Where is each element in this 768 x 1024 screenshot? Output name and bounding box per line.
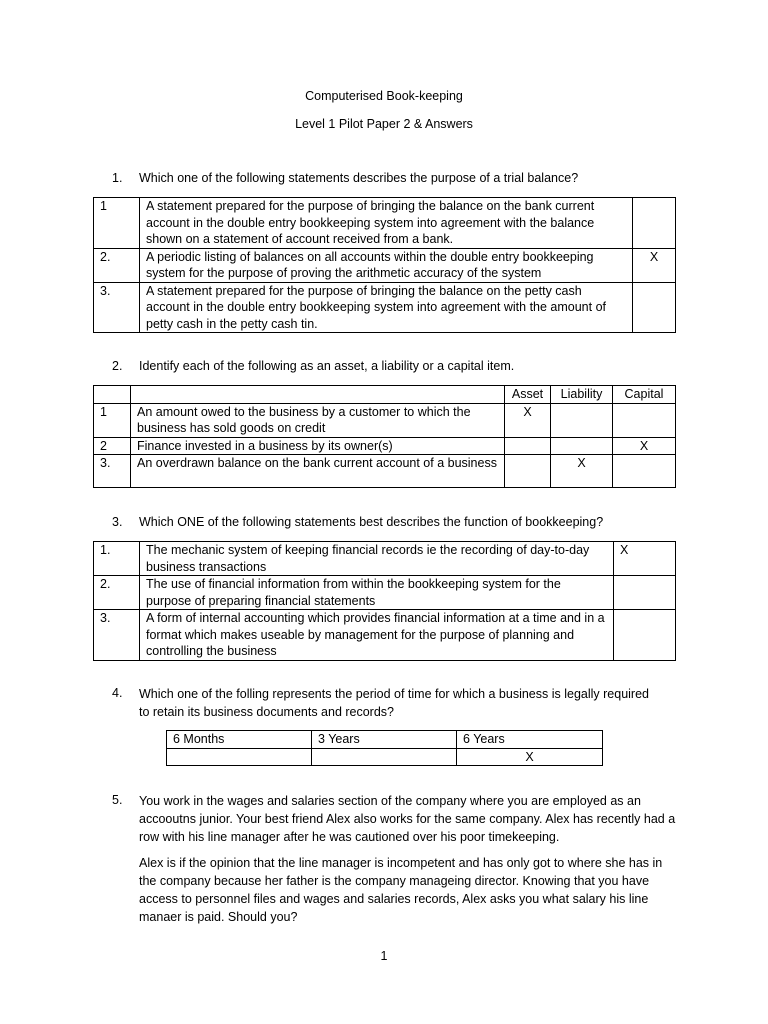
column-header-asset: Asset bbox=[505, 386, 551, 404]
q5-number: 5. bbox=[112, 793, 123, 807]
q4-option: 6 Months bbox=[167, 731, 312, 749]
table-row bbox=[94, 198, 676, 249]
q1-row-text: A periodic listing of balances on all accounts within the double entry bookkeeping system for the purpose of proving the arithmetic accuracy of the system bbox=[140, 248, 633, 282]
q3-row-text: The mechanic system of keeping financial records ie the recording of day-to-day business transactions bbox=[140, 542, 614, 576]
table-row bbox=[94, 610, 676, 661]
table-row bbox=[94, 437, 676, 455]
q1-row-number: 1 bbox=[94, 198, 140, 249]
table-row bbox=[94, 248, 676, 282]
q1-row-mark bbox=[633, 282, 676, 333]
q4-answer-mark bbox=[167, 748, 312, 766]
q1-row-text: A statement prepared for the purpose of bringing the balance on the bank current account in the double entry bookkeeping system into agreement with the balance shown on a statement of account received from a bank. bbox=[140, 198, 633, 249]
q2-row-number: 3. bbox=[94, 455, 131, 488]
q2-asset-mark bbox=[505, 437, 551, 455]
q2-row-number: 1 bbox=[94, 403, 131, 437]
q3-row-number: 1. bbox=[94, 542, 140, 576]
q2-question: Identify each of the following as an asset, a liability or a capital item. bbox=[139, 359, 515, 373]
table-header-row bbox=[94, 386, 676, 404]
q3-number: 3. bbox=[112, 515, 123, 529]
q2-row-number: 2 bbox=[94, 437, 131, 455]
table-row bbox=[94, 542, 676, 576]
q3-table bbox=[93, 541, 676, 661]
q2-capital-mark bbox=[613, 455, 676, 488]
q1-row-text: A statement prepared for the purpose of bringing the balance on the petty cash account in the double entry bookkeeping system into agreement with the amount of petty cash in the petty cash tin. bbox=[140, 282, 633, 333]
q3-row-number: 2. bbox=[94, 576, 140, 610]
q5-paragraph-2: Alex is if the opinion that the line manager is incompetent and has only got to where she has in the company because her father is the company manageing director. Knowing that you have access to personnel files and wages and salaries records, Alex asks you what salary his line manaer is paid. Should you? bbox=[139, 856, 663, 924]
table-row bbox=[94, 282, 676, 333]
q1-row-number: 3. bbox=[94, 282, 140, 333]
q2-capital-mark: X bbox=[613, 437, 676, 455]
table-header-row bbox=[167, 731, 603, 749]
q2-liability-mark bbox=[551, 437, 613, 455]
table-row bbox=[94, 455, 676, 488]
q3-row-mark bbox=[614, 610, 676, 661]
table-row bbox=[167, 748, 603, 766]
table-row bbox=[94, 576, 676, 610]
document-title: Computerised Book-keeping bbox=[305, 89, 463, 103]
q2-liability-mark bbox=[551, 403, 613, 437]
q2-asset-mark: X bbox=[505, 403, 551, 437]
q1-question: Which one of the following statements describes the purpose of a trial balance? bbox=[139, 171, 579, 185]
q2-row-text: Finance invested in a business by its owner(s) bbox=[131, 437, 505, 455]
q3-row-mark: X bbox=[614, 542, 676, 576]
q5-paragraph-1: You work in the wages and salaries section of the company where you are employed as an accooutns junior. Your best friend Alex also works for the same company. Alex has recently had a row with his line manager after he was cautioned over his poor timekeeping. bbox=[139, 794, 676, 844]
column-header-capital: Capital bbox=[613, 386, 676, 404]
q4-number: 4. bbox=[112, 686, 123, 700]
q3-row-mark bbox=[614, 576, 676, 610]
q3-row-text: A form of internal accounting which provides financial information at a time and in a format which makes useable by management for the purpose of planning and controlling the business bbox=[140, 610, 614, 661]
q4-question: Which one of the folling represents the period of time for which a business is legally required to retain its business documents and records? bbox=[139, 687, 649, 719]
q3-row-number: 3. bbox=[94, 610, 140, 661]
q1-row-mark: X bbox=[633, 248, 676, 282]
q5-scenario bbox=[139, 792, 679, 926]
q4-answer-mark bbox=[312, 748, 457, 766]
q4-table bbox=[166, 730, 603, 766]
q2-table bbox=[93, 385, 676, 488]
q2-capital-mark bbox=[613, 403, 676, 437]
q3-row-text: The use of financial information from within the bookkeeping system for the purpose of preparing financial statements bbox=[140, 576, 614, 610]
q2-row-text: An amount owed to the business by a customer to which the business has sold goods on credit bbox=[131, 403, 505, 437]
column-header-liability: Liability bbox=[551, 386, 613, 404]
q4-option: 3 Years bbox=[312, 731, 457, 749]
q2-row-text: An overdrawn balance on the bank current account of a business bbox=[131, 455, 505, 488]
q1-table bbox=[93, 197, 676, 333]
page-number: 1 bbox=[380, 949, 388, 963]
q4-option: 6 Years bbox=[457, 731, 603, 749]
q2-asset-mark bbox=[505, 455, 551, 488]
q2-number: 2. bbox=[112, 359, 123, 373]
q1-number: 1. bbox=[112, 171, 123, 185]
q2-liability-mark: X bbox=[551, 455, 613, 488]
q1-row-mark bbox=[633, 198, 676, 249]
q4-answer-mark: X bbox=[457, 748, 603, 766]
q3-question: Which ONE of the following statements best describes the function of bookkeeping? bbox=[139, 515, 604, 529]
q1-row-number: 2. bbox=[94, 248, 140, 282]
table-row bbox=[94, 403, 676, 437]
document-subtitle: Level 1 Pilot Paper 2 & Answers bbox=[295, 117, 473, 131]
